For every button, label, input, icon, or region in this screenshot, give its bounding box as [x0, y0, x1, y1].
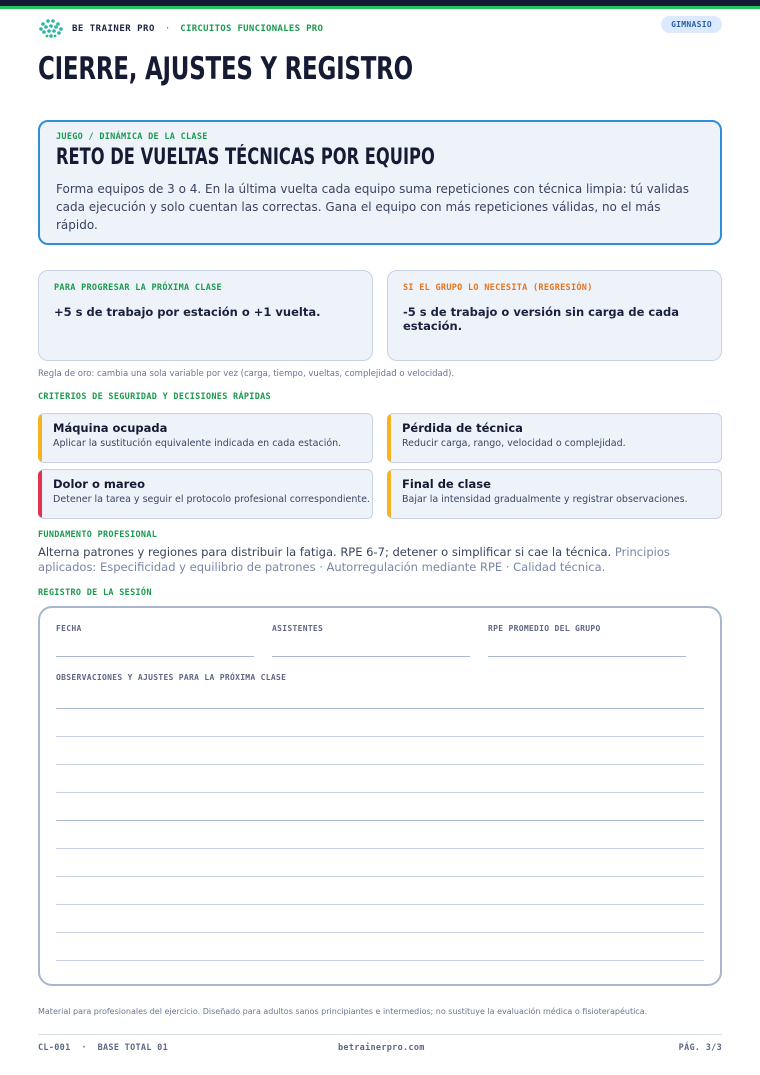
game-title: RETO DE VUELTAS TÉCNICAS POR EQUIPO — [56, 145, 435, 170]
observations-line[interactable] — [56, 932, 704, 933]
rpe-field-line[interactable] — [488, 656, 686, 657]
session-log-form — [38, 606, 722, 986]
safety-card-pain-dizziness — [38, 469, 373, 519]
date-field-label: FECHA — [56, 624, 82, 633]
date-field[interactable] — [56, 624, 254, 633]
safety-card-end-of-class — [387, 469, 722, 519]
game-kicker: JUEGO / DINÁMICA DE LA CLASE — [56, 132, 208, 142]
attendees-field[interactable] — [272, 624, 470, 633]
progression-card — [38, 270, 373, 361]
header-separator: · — [164, 24, 171, 34]
regression-text: -5 s de trabajo o versión sin carga de cada estación. — [403, 305, 680, 333]
footer-page-number: PÁG. 3/3 — [678, 1043, 722, 1053]
safety-card-accent — [38, 414, 42, 462]
fundamento-principles: Principios aplicados: Especificidad y equilibrio de patrones · Autorregulación mediante RPE · Calidad técnica. — [38, 545, 670, 574]
observations-line[interactable] — [56, 792, 704, 793]
safety-card-desc: Detener la tarea y seguir el protocolo profesional correspondiente. — [53, 494, 370, 505]
regression-card — [387, 270, 722, 361]
page-title: CIERRE, AJUSTES Y REGISTRO — [38, 51, 413, 87]
safety-section-label: CRITERIOS DE SEGURIDAD Y DECISIONES RÁPIDAS — [38, 392, 271, 402]
safety-card-desc: Aplicar la sustitución equivalente indicada en cada estación. — [53, 438, 342, 449]
category-badge: GIMNASIO — [661, 16, 722, 33]
observations-label: OBSERVACIONES Y AJUSTES PARA LA PRÓXIMA CLASE — [56, 673, 287, 682]
gold-rule-note: Regla de oro: cambia una sola variable por vez (carga, tiempo, vueltas, complejidad o velocidad). — [38, 369, 455, 379]
observations-line[interactable] — [56, 904, 704, 905]
rpe-field[interactable] — [488, 624, 686, 633]
safety-card-accent — [387, 414, 391, 462]
footer-website-link[interactable]: betrainerpro.com — [338, 1043, 425, 1053]
observations-line[interactable] — [56, 960, 704, 961]
progression-kicker: PARA PROGRESAR LA PRÓXIMA CLASE — [54, 283, 222, 293]
fundamento-section-label: FUNDAMENTO PROFESIONAL — [38, 530, 158, 540]
attendees-field-line[interactable] — [272, 656, 470, 657]
top-bar-accent — [0, 6, 760, 9]
safety-card-title: Dolor o mareo — [53, 477, 145, 491]
header-subtitle: CIRCUITOS FUNCIONALES PRO — [180, 24, 324, 34]
registro-section-label: REGISTRO DE LA SESIÓN — [38, 588, 152, 598]
observations-line[interactable] — [56, 736, 704, 737]
game-card — [38, 120, 722, 245]
footer-divider — [38, 1034, 722, 1035]
observations-line[interactable] — [56, 876, 704, 877]
observations-line[interactable] — [56, 708, 704, 709]
rpe-field-label: RPE PROMEDIO DEL GRUPO — [488, 624, 601, 633]
header — [38, 18, 722, 40]
safety-card-title: Final de clase — [402, 477, 491, 491]
safety-card-title: Máquina ocupada — [53, 421, 168, 435]
safety-card-title: Pérdida de técnica — [402, 421, 523, 435]
safety-card-accent — [387, 470, 391, 518]
observations-line[interactable] — [56, 764, 704, 765]
safety-card-desc: Bajar la intensidad gradualmente y registrar observaciones. — [402, 494, 688, 505]
brand-name: BE TRAINER PRO — [72, 24, 155, 34]
attendees-field-label: ASISTENTES — [272, 624, 324, 633]
safety-card-desc: Reducir carga, rango, velocidad o complejidad. — [402, 438, 626, 449]
safety-card-accent — [38, 470, 42, 518]
safety-card-machine-busy — [38, 413, 373, 463]
disclaimer: Material para profesionales del ejercicio. Diseñado para adultos sanos principiantes e intermedios; no sustituye la evaluación médica o fisioterapéutica. — [38, 1007, 648, 1016]
observations-line[interactable] — [56, 820, 704, 821]
fundamento-body: Alterna patrones y regiones para distribuir la fatiga. RPE 6-7; detener o simplificar si cae la técnica. — [38, 545, 612, 559]
footer-code: CL-001 · BASE TOTAL 01 — [38, 1043, 169, 1053]
safety-card-technique-loss — [387, 413, 722, 463]
brain-logo-icon — [38, 18, 64, 40]
date-field-line[interactable] — [56, 656, 254, 657]
regression-kicker: SI EL GRUPO LO NECESITA (REGRESIÓN) — [403, 283, 593, 293]
progression-text: +5 s de trabajo por estación o +1 vuelta. — [54, 305, 321, 319]
game-description: Forma equipos de 3 o 4. En la última vuelta cada equipo suma repeticiones con técnica limpia: tú validas cada ejecución y solo cuentan las correctas. Gana el equipo con más repeticiones válidas, no el más rápido. — [56, 182, 690, 232]
observations-line[interactable] — [56, 848, 704, 849]
fundamento-text — [38, 545, 722, 575]
